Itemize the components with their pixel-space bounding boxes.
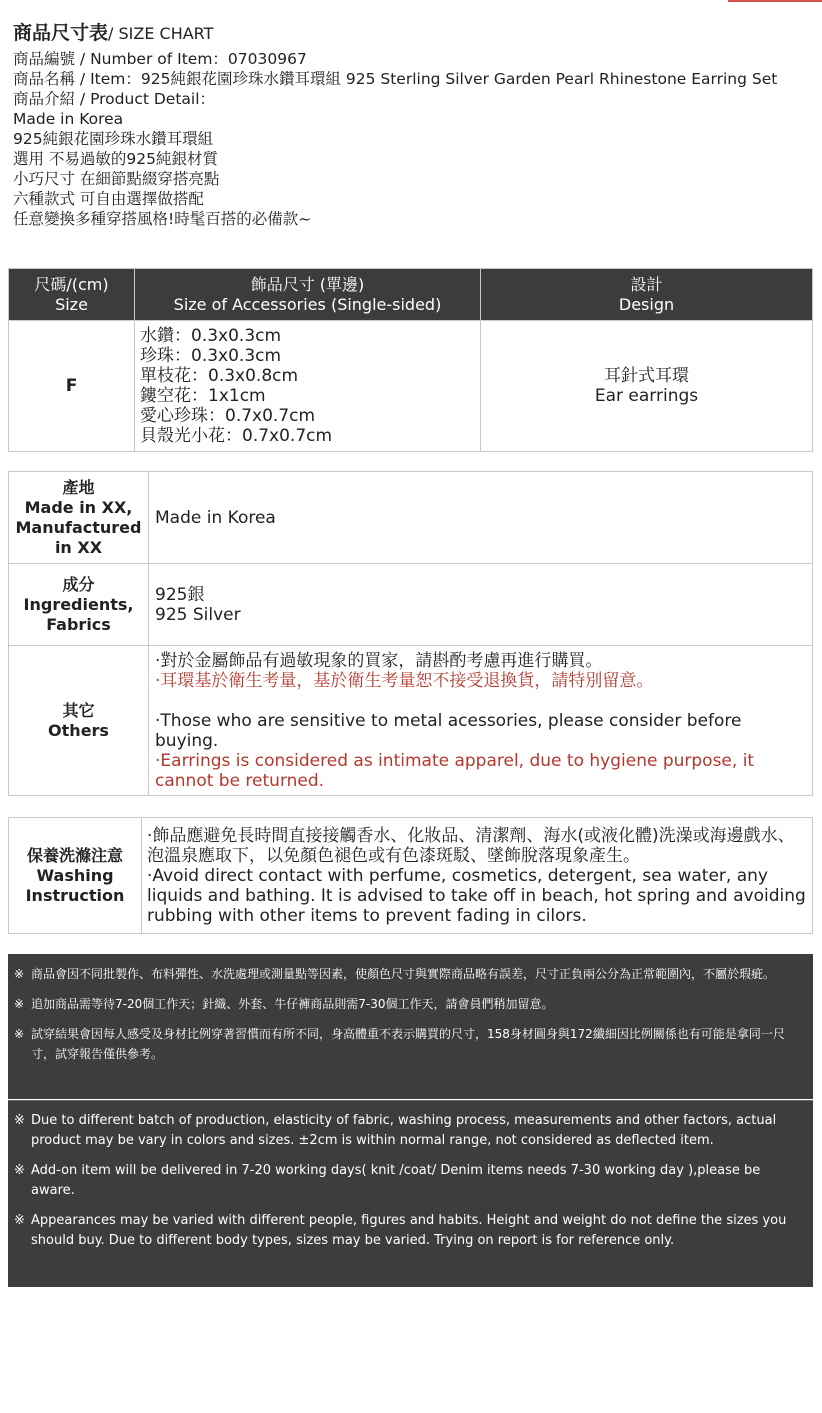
note-mark-icon: ※	[14, 1027, 25, 1041]
list-item: ※ 追加商品需等待7-20個工作天；針織、外套、牛仔褲商品則需7-30個工作天，請會員們稍加留意。	[14, 994, 805, 1014]
washing-label: 保養洗滌注意 Washing Instruction	[9, 818, 142, 934]
accessory-sizes: 水鑽：0.3x0.3cm 珍珠：0.3x0.3cm 單枝花：0.3x0.8cm 鏤空花：1x1cm 愛心珍珠：0.7x0.7cm 貝殼光小花：0.7x0.7cm	[135, 321, 481, 452]
size-table	[8, 268, 813, 452]
detail-line: 六種款式 可自由選擇做搭配	[13, 190, 204, 208]
header-size: 尺碼/(cm) Size	[9, 269, 135, 321]
warning-text: ·耳環基於衛生考量，基於衛生考量恕不接受退換貨，請特別留意。	[155, 670, 654, 691]
note-mark-icon: ※	[14, 1113, 25, 1128]
note-mark-icon: ※	[14, 967, 25, 981]
ingredients-label: 成分 Ingredients, Fabrics	[9, 564, 149, 646]
size-table-header	[9, 269, 813, 321]
attributes-table	[8, 471, 813, 796]
warning-text: ·Earrings is considered as intimate apparel, due to hygiene purpose, it cannot be returned.	[155, 750, 755, 791]
note-mark-icon: ※	[14, 997, 25, 1011]
item-name: 商品名稱 / Item：925純銀花園珍珠水鑽耳環組 925 Sterling Silver Garden Pearl Rhinestone Earring Set	[13, 70, 778, 88]
origin-label: 產地 Made in XX, Manufactured in XX	[9, 472, 149, 564]
detail-line: Made in Korea	[13, 110, 124, 128]
list-item: ※ Appearances may be varied with different people, figures and habits. Height and weight do not define the sizes you should buy. Due to different body types, sizes may be varied. Trying on report is for reference only.	[14, 1211, 805, 1251]
washing-value: ·飾品應避免長時間直接接觸香水、化妝品、清潔劑、海水(或液化體)洗澡或海邊戲水、泡溫泉應取下，以免顏色褪色或有色漆斑駁、墜飾脫落現象產生。 ·Avoid direct contact with perfume, cosmetics, detergent, sea water, any liquids and bathing. It is advised to take off in beach, hot spring and avoiding rubbing with other items to prevent fading in cilors.	[142, 818, 813, 934]
table-row	[9, 646, 813, 796]
item-number: 商品編號 / Number of Item：07030967	[13, 50, 307, 68]
list-item: ※ 商品會因不同批製作、布料彈性、水洗處理或測量點等因素，使顏色尺寸與實際商品略有誤差，尺寸正負兩公分為正常範圍內，不屬於瑕疵。	[14, 964, 805, 984]
detail-label: 商品介紹 / Product Detail：	[13, 90, 216, 108]
others-label: 其它 Others	[9, 646, 149, 796]
note-mark-icon: ※	[14, 1163, 25, 1178]
table-row	[9, 818, 813, 934]
notes-zh	[8, 954, 813, 1099]
item-info	[13, 49, 813, 229]
washing-table	[8, 817, 813, 934]
list-item: ※ 試穿結果會因每人感受及身材比例穿著習慣而有所不同，身高體重不表示購買的尺寸，158身材圓身與172纖細因比例關係也有可能是拿同一尺寸，試穿報告僅供參考。	[14, 1024, 805, 1064]
title-main: 商品尺寸表	[13, 22, 109, 44]
table-row	[9, 564, 813, 646]
size-chart-header	[13, 20, 813, 229]
detail-line: 選用 不易過敏的925純銀材質	[13, 150, 219, 168]
design-value: 耳針式耳環 Ear earrings	[481, 321, 813, 452]
table-row	[9, 321, 813, 452]
size-value: F	[9, 321, 135, 452]
title-sub: / SIZE CHART	[108, 24, 214, 43]
header-accessories: 飾品尺寸 (單邊) Size of Accessories (Single-sided)	[135, 269, 481, 321]
note-mark-icon: ※	[14, 1213, 25, 1228]
ingredients-value: 925銀 925 Silver	[149, 564, 813, 646]
detail-line: 小巧尺寸 在細節點綴穿搭亮點	[13, 170, 220, 188]
table-row	[9, 472, 813, 564]
accent-bar	[728, 0, 822, 2]
origin-value: Made in Korea	[149, 472, 813, 564]
page-title	[13, 20, 813, 47]
list-item: ※ Add-on item will be delivered in 7-20 working days( knit /coat/ Denim items needs 7-30 working day ),please be aware.	[14, 1161, 805, 1201]
others-value: ·對於金屬飾品有過敏現象的買家，請斟酌考慮再進行購買。 ·耳環基於衛生考量，基於衛生考量恕不接受退換貨，請特別留意。 ·Those who are sensitive to metal acessories, please consider before buying. ·Earrings is considered as intimate apparel, due to hygiene purpose, it cannot be returned.	[149, 646, 813, 796]
detail-line: 任意變換多種穿搭風格!時髦百搭的必備款~	[13, 210, 312, 228]
list-item: ※ Due to different batch of production, elasticity of fabric, washing process, measurements and other factors, actual product may be vary in colors and sizes. ±2cm is within normal range, not considered as deflected item.	[14, 1111, 805, 1151]
header-design: 設計 Design	[481, 269, 813, 321]
notes-en	[8, 1100, 813, 1287]
detail-line: 925純銀花園珍珠水鑽耳環組	[13, 130, 214, 148]
